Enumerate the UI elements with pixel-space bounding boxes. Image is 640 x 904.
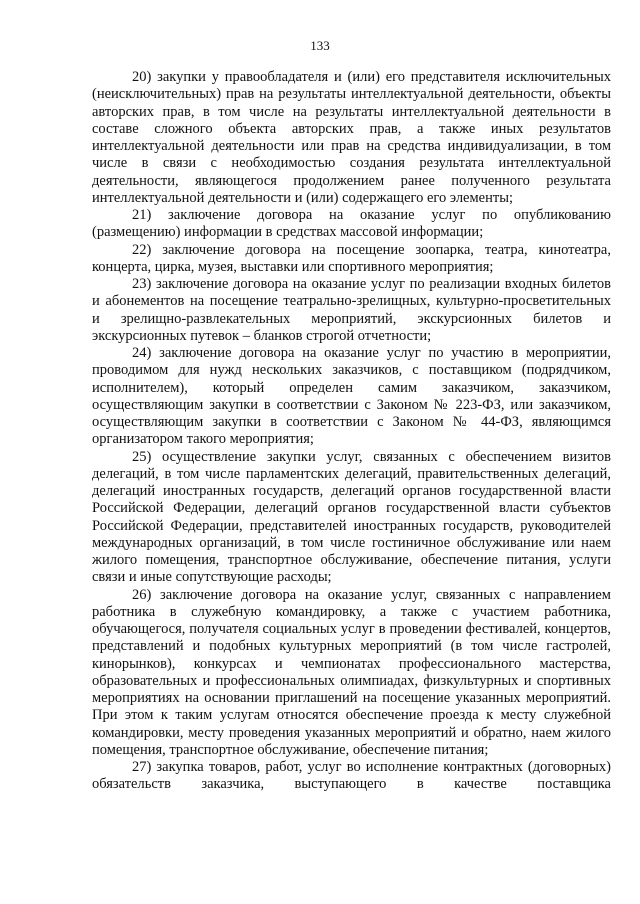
page-number: 133 — [310, 38, 330, 53]
paragraph-item-27: 27) закупка товаров, работ, услуг во исполнение контрактных (договорных) обязательств заказчика, выступающего в качестве поставщика — [92, 759, 611, 793]
paragraph-item-23: 23) заключение договора на оказание услуг по реализации входных билетов и абонементов на посещение театрально-зрелищных, культурно-просветительных и зрелищно-развлекательных мероприятий, экскурсионных билетов и экскурсионных путевок – бланков строгой отчетности; — [92, 276, 611, 344]
paragraph-item-20: 20) закупки у правообладателя и (или) его представителя исключительных (неисключительных) прав на результаты интеллектуальной деятельности, объекты авторских прав, в том числе на результаты интеллектуальной деятельности в составе сложного объекта авторских прав, а также иных результатов интеллектуальной деятельности или прав на средства индивидуализации, в том числе в связи с необходимостью создания результата интеллектуальной деятельности, являющегося продолжением ранее полученного результата интеллектуальной деятельности и (или) содержащего его элементы; — [92, 69, 611, 206]
document-body — [92, 69, 611, 794]
paragraph-item-26: 26) заключение договора на оказание услуг, связанных с направлением работника в служебную командировку, а также с участием работника, обучающегося, получателя социальных услуг в проведении фестивалей, концертов, представлений и подобных культурных мероприятий (в том числе гастролей, кинорынков), конкурсах и чемпионатах профессионального мастерства, образовательных и профессиональных олимпиадах, физкультурных и спортивных мероприятиях на основании приглашений на посещение указанных мероприятий. При этом к таким услугам относятся обеспечение проезда к месту служебной командировки, месту проведения указанных мероприятий и обратно, наем жилого помещения, транспортное обслуживание, обеспечение питания; — [92, 586, 611, 758]
paragraph-item-22: 22) заключение договора на посещение зоопарка, театра, кинотеатра, концерта, цирка, музея, выставки или спортивного мероприятия; — [92, 241, 611, 275]
paragraph-item-25: 25) осуществление закупки услуг, связанных с обеспечением визитов делегаций, в том числе парламентских делегаций, правительственных делегаций, делегаций иностранных государств, делегаций органов государственной власти Российской Федерации, делегаций органов государственной власти субъектов Российской Федерации, представителей иностранных государств, руководителей международных организаций, в том числе гостиничное обслуживание или наем жилого помещения, транспортное обслуживание, обеспечение питания, услуги связи и иные сопутствующие расходы; — [92, 448, 611, 586]
paragraph-item-24: 24) заключение договора на оказание услуг по участию в мероприятии, проводимом для нужд нескольких заказчиков, с поставщиком (подрядчиком, исполнителем), который определен самим заказчиком, заказчиком, осуществляющим закупки в соответствии с Законом № 223-ФЗ, или заказчиком, осуществляющим закупки в соответствии с Законом № 44-ФЗ, являющимся организатором такого мероприятия; — [92, 345, 611, 448]
paragraph-item-21: 21) заключение договора на оказание услуг по опубликованию (размещению) информации в средствах массовой информации; — [92, 207, 611, 241]
